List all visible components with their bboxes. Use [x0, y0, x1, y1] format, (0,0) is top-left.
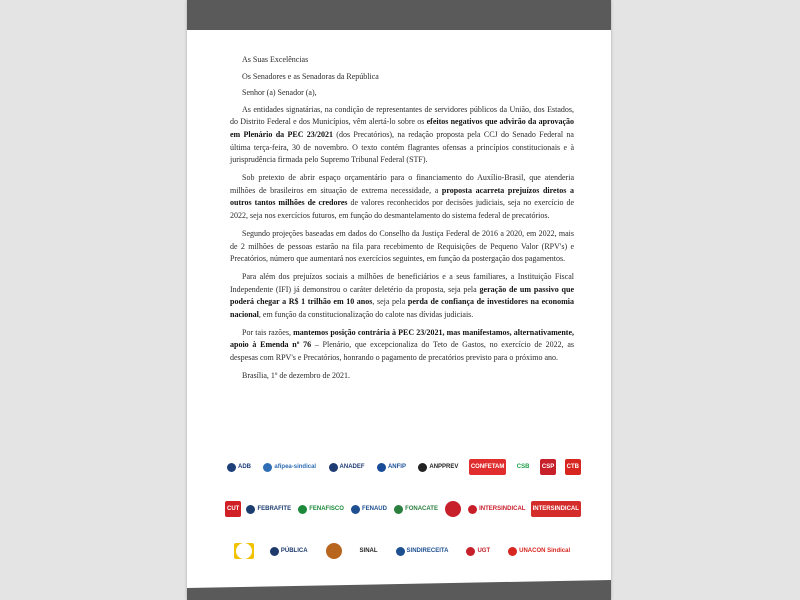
logo-label: FEBRAFITE [257, 506, 292, 512]
logo-label: FENAUD [361, 506, 387, 512]
afipea-logo-icon [263, 463, 272, 472]
intersindical-logo-icon [468, 505, 477, 514]
logo-label: ANFIP [387, 464, 406, 470]
logo-label: ANPPREV [429, 464, 459, 470]
yellow-seal-logo-icon [236, 543, 252, 559]
anpprev-logo-icon [418, 463, 427, 472]
logo-row2-4 [392, 501, 440, 517]
unacon-logo-icon [508, 547, 517, 556]
salutation-line-3: Senhor (a) Senador (a), [242, 88, 317, 98]
closing-date: Brasília, 1º de dezembro de 2021. [242, 371, 351, 381]
logo-row2-2 [296, 501, 346, 517]
logo-row3-5 [464, 543, 492, 559]
anfip-logo-icon [377, 463, 386, 472]
logo-row3-0 [234, 543, 254, 559]
logo-row3-3 [358, 543, 380, 559]
logo-row2-7 [531, 501, 581, 517]
logo-row2-3 [349, 501, 389, 517]
logo-label: INTERSINDICAL [479, 506, 526, 512]
logo-label: FONACATE [405, 506, 438, 512]
orange-emblem-logo-icon [326, 543, 342, 559]
paragraph-1: As entidades signatárias, na condição de representantes de servidores públicos da União, dos Estados, do Distrito Federal e dos Municípios, vêm alertá-lo sobre os efeitos negativos que advirão da aprovação em Plenário da PEC 23/2021 (dos Precatórios), na redação proposta pela CCJ do Senado Federal na última terça-feira, 30 de novembro. O texto contém flagrantes ofensas a princípios constitucionais e à jurisprudência firmada pelo Supremo Tribunal Federal (STF). [230, 104, 575, 165]
fenafisco-logo-icon [298, 505, 307, 514]
logo-row1-0 [225, 459, 253, 475]
paragraph-5: Por tais razões, mantemos posição contrária à PEC 23/2021, mas manifestamos, alternativamente, apoio à Emenda nº 76 – Plenário, que excepcionaliza do Teto de Gastos, no exercício de 2022, as despesas com RPV's e Precatórios, honrando o pagamento de precatórios previsto para o próximo ano. [230, 327, 574, 363]
footer-band [187, 588, 611, 600]
logo-label: UGT [477, 548, 491, 554]
logo-row2-6 [466, 501, 527, 517]
paragraph-3: Segundo projeções baseadas em dados do Conselho da Justiça Federal de 2016 a 2020, em 2022, mais de 2 milhões de pessoas estarão na fila para recebimento de Requisições de Pequeno Valor (RPV's) e Precatórios, número que aumentará nos exercícios seguintes, em função da postergação dos pagamentos. [230, 228, 574, 264]
fonacate-logo-icon [394, 505, 403, 514]
logo-row2-0 [225, 501, 241, 517]
anadef-logo-icon [329, 463, 338, 472]
logo-row-1 [225, 454, 581, 480]
logo-row1-7 [540, 459, 556, 475]
paragraph-2: Sob pretexto de abrir espaço orçamentário para o financiamento do Auxílio-Brasil, que atenderia milhões de brasileiros em situação de extrema necessidade, a proposta acarreta prejuízos diretos a outros tantos milhões de credores de valores reconhecidos por decisões judiciais, seja no exercício de 2022, seja nos exercícios futuros, em função do desmantelamento do sistema federal de precatórios. [230, 173, 574, 220]
paragraph-4: Para além dos prejuízos sociais a milhões de beneficiários e a seus familiares, a Instituição Fiscal Independente (IFI) já demonstrou o caráter deletério da proposta, seja pela geração de um passivo que poderá chegar a R$ 1 trilhão em 10 anos, seja pela perda de confiança de investidores na economia nacional, em função da constitucionalização do calote nas dívidas judiciais. [230, 272, 575, 319]
logo-row1-4 [416, 459, 460, 475]
logo-label: UNACON Sindical [519, 548, 571, 554]
letter-body [230, 54, 574, 388]
logo-label: ANADEF [339, 464, 365, 470]
logo-label: CONFETAM [470, 464, 505, 470]
logo-label: CTB [566, 464, 579, 470]
logo-row2-5 [443, 501, 463, 517]
fenaud-logo-icon [351, 505, 360, 514]
logo-row3-4 [394, 543, 451, 559]
document-page [187, 0, 611, 600]
logo-label: SINDIRECEITA [406, 548, 449, 554]
adb-logo-icon [227, 463, 236, 472]
logo-label: CSP [541, 464, 555, 470]
logo-label: INTERSINDICAL [532, 506, 579, 512]
febrafite-logo-icon [246, 505, 255, 514]
header-band [187, 0, 611, 20]
logo-row3-6 [506, 543, 572, 559]
logo-row1-6 [515, 459, 532, 475]
ugt-logo-icon [466, 547, 475, 556]
logo-row1-8 [565, 459, 581, 475]
salutation-line-2: Os Senadores e as Senadoras da República [242, 71, 379, 81]
red-star-logo-icon [445, 501, 461, 517]
logo-row1-3 [375, 459, 408, 475]
logo-label: afipea-sindical [274, 464, 317, 470]
logo-label: FENAFISCO [309, 506, 344, 512]
logo-row-3 [225, 538, 581, 564]
logo-row1-1 [261, 459, 318, 475]
logo-label: CUT [227, 506, 240, 512]
logo-row-2 [225, 496, 581, 522]
logo-label: PÚBLICA [280, 548, 308, 554]
logo-label: CSB [516, 464, 530, 470]
logo-row3-1 [268, 543, 310, 559]
logo-label: SINAL [359, 548, 378, 554]
logo-row3-2 [324, 543, 344, 559]
sindireceita-logo-icon [396, 547, 405, 556]
signatory-logos [225, 454, 581, 580]
salutation-line-1: As Suas Excelências [242, 55, 309, 64]
publica-logo-icon [270, 547, 279, 556]
logo-label: ADB [238, 464, 251, 470]
logo-row2-1 [244, 501, 293, 517]
logo-row1-2 [327, 459, 367, 475]
logo-row1-5 [469, 459, 507, 475]
